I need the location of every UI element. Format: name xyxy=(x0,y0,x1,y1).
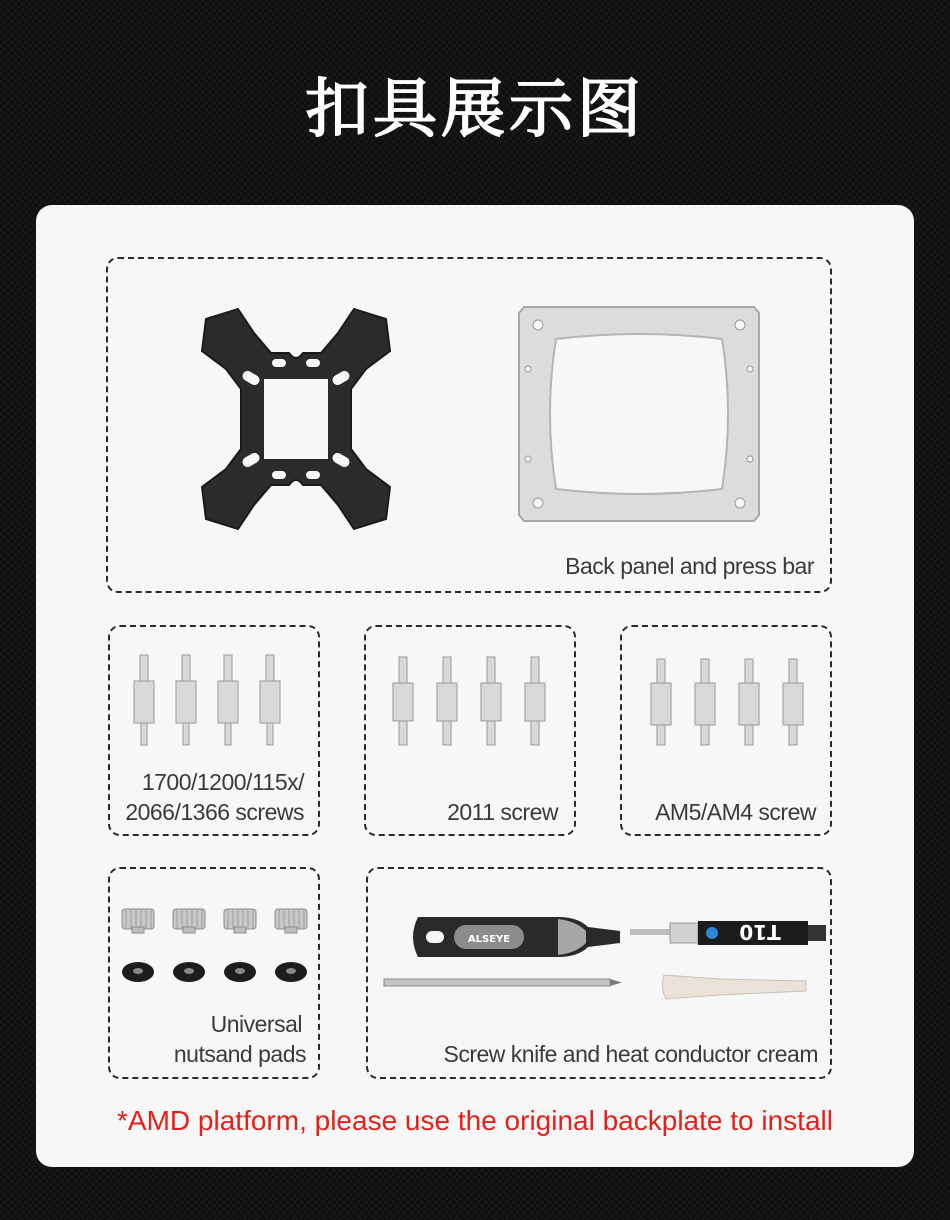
screwdriver-shaft-image xyxy=(384,975,624,991)
pads-image xyxy=(122,961,302,983)
tools-label: Screw knife and heat conductor cream xyxy=(443,1041,818,1067)
accessories-card xyxy=(36,205,914,1167)
amd-platform-note: *AMD platform, please use the original backplate to install xyxy=(117,1105,833,1136)
thermal-paste-syringe-image xyxy=(630,917,830,949)
intel-screws-label-line2: 2066/1366 screws xyxy=(125,799,304,825)
nuts-pads-label-line1: Universal xyxy=(210,1011,302,1037)
intel-screws-label-line1: 1700/1200/115x/ xyxy=(141,769,304,795)
intel-screws-box xyxy=(108,625,320,836)
nuts-pads-box xyxy=(108,867,320,1079)
backplate-image xyxy=(176,299,416,539)
amd-screws-label: AM5/AM4 screw xyxy=(655,799,816,825)
page-title: 扣具展示图 xyxy=(305,73,645,147)
screw-2011-image xyxy=(392,657,562,747)
nuts-pads-label-line2: nutsand pads xyxy=(173,1041,306,1067)
intel-screws-image xyxy=(132,655,302,751)
tools-box xyxy=(366,867,832,1079)
press-bar-frame-image xyxy=(514,299,764,529)
screwdriver-brand-text: ALSEYE xyxy=(467,934,511,945)
back-panel-label: Back panel and press bar xyxy=(565,553,814,579)
back-panel-box xyxy=(106,257,832,593)
screwdriver-handle-image xyxy=(408,907,623,967)
screw-2011-box xyxy=(364,625,576,836)
thermal-paste-text: T10 xyxy=(739,920,781,944)
amd-screws-image xyxy=(650,659,820,749)
amd-screws-box xyxy=(620,625,832,836)
nuts-image xyxy=(122,909,302,935)
screw-2011-label: 2011 screw xyxy=(447,799,558,825)
scraper-image xyxy=(660,969,810,1005)
